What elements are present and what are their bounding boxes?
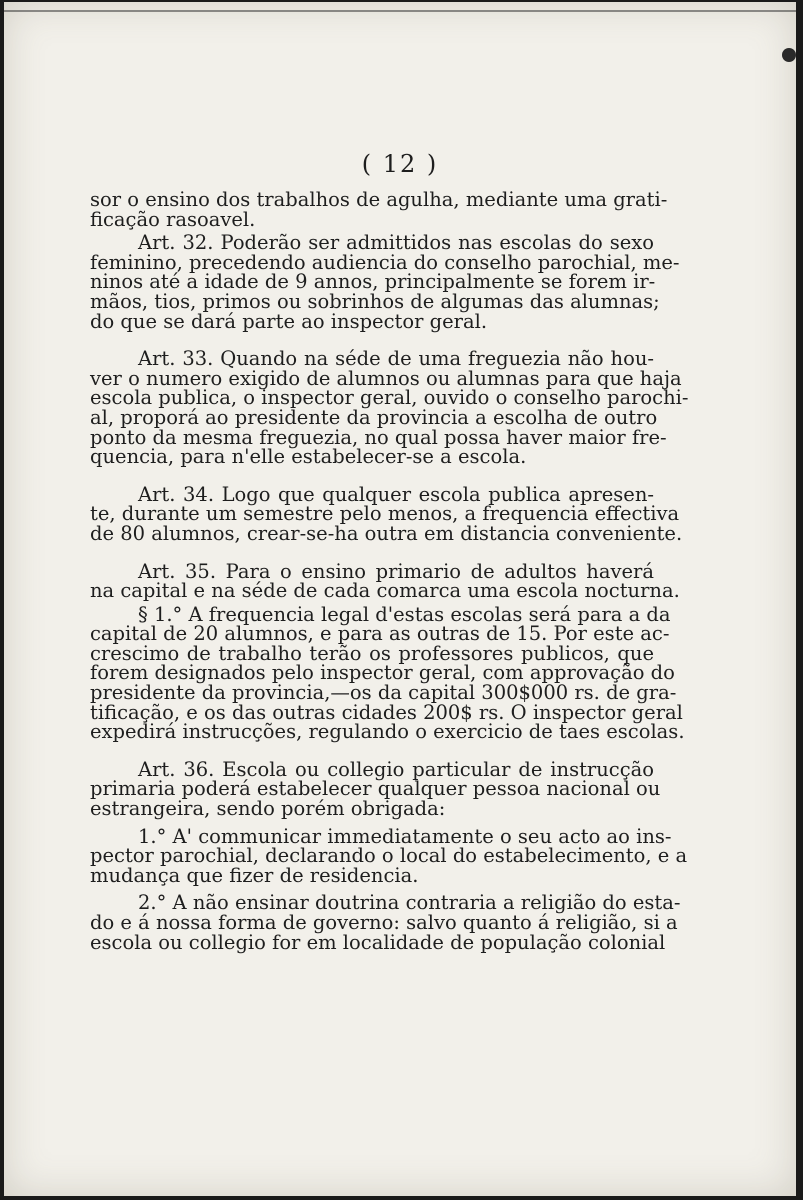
text-line: primaria poderá estabelecer qualquer pessoa nacional ou — [90, 777, 661, 801]
item-1 — [90, 824, 688, 887]
text-line: tificação, e os das outras cidades 200$ rs. O inspector geral — [90, 700, 683, 724]
text-line: forem designados pelo inspector geral, com approvação do — [90, 661, 675, 685]
text-line: § 1.° A frequencia legal d'estas escolas será para a da — [138, 602, 671, 626]
article-34 — [90, 482, 683, 545]
text-line: do que se dará parte ao inspector geral. — [90, 309, 488, 333]
text-line: pector parochial, declarando o local do estabelecimento, e a — [90, 844, 688, 868]
text-line: Art. 35. Para o ensino primario de adultos haverá — [138, 559, 654, 583]
text-line: ponto da mesma freguezia, no qual possa haver maior fre- — [90, 425, 667, 449]
text-line: na capital e na séde de cada comarca uma escola nocturna. — [90, 579, 680, 603]
text-line: 2.° A não ensinar doutrina contraria a religião do esta- — [138, 891, 681, 915]
text-line: 1.° A' communicar immediatamente o seu acto ao ins- — [138, 824, 672, 848]
paragraph-continuation — [90, 188, 668, 231]
article-33 — [90, 347, 689, 469]
text-line: al, proporá ao presidente da provincia a escolha de outro — [90, 405, 658, 429]
text-line: presidente da provincia,—os da capital 300$000 rs. de gra- — [90, 681, 677, 705]
article-35 — [90, 559, 680, 603]
article-32 — [90, 231, 680, 333]
text-line: quencia, para n'elle estabelecer-se a escola. — [90, 445, 527, 469]
text-line: mudança que fizer de residencia. — [90, 863, 419, 887]
top-border-line — [4, 10, 796, 12]
text-line: ninos até a idade de 9 annos, principalmente se forem ir- — [90, 270, 656, 294]
text-line: Art. 36. Escola ou collegio particular de instrucção — [138, 757, 654, 781]
text-line: Art. 34. Logo que qualquer escola publica apresen- — [138, 482, 654, 506]
text-line: feminino, precedendo audiencia do conselho parochial, me- — [90, 250, 680, 274]
text-line: capital de 20 alumnos, e para as outras de 15. Por este ac- — [90, 622, 670, 646]
text-line: mãos, tios, primos ou sobrinhos de algumas das alumnas; — [90, 289, 660, 313]
article-36 — [90, 757, 661, 821]
text-line: estrangeira, sendo porém obrigada: — [90, 797, 446, 821]
text-line: ver o numero exigido de alumnos ou alumnas para que haja — [90, 366, 682, 390]
text-line: expedirá instrucções, regulando o exercicio de taes escolas. — [90, 720, 685, 744]
text-line: do e á nossa forma de governo: salvo quanto á religião, si a — [90, 911, 678, 934]
document-page — [4, 2, 796, 1196]
text-line: Art. 32. Poderão ser admittidos nas escolas do sexo — [138, 231, 654, 255]
text-line: escola ou collegio for em localidade de população colonial — [90, 930, 666, 954]
binding-hole — [782, 48, 796, 62]
text-line: crescimo de trabalho terão os professores publicos, que — [90, 641, 654, 665]
text-line: sor o ensino dos trabalhos de agulha, mediante uma grati- — [90, 188, 668, 211]
text-line: Art. 33. Quando na séde de uma freguezia não hou- — [138, 347, 654, 371]
text-line: te, durante um semestre pelo menos, a frequencia effectiva — [90, 502, 680, 526]
text-line: de 80 alumnos, crear-se-ha outra em distancia conveniente. — [90, 521, 683, 545]
body-text — [90, 188, 689, 954]
item-2 — [90, 891, 681, 954]
text-line: escola publica, o inspector geral, ouvido o conselho parochi- — [90, 386, 689, 410]
text-line: ficação rasoavel. — [90, 207, 256, 231]
paragraph-section-1 — [90, 602, 685, 744]
page-number: ( 12 ) — [361, 150, 439, 178]
